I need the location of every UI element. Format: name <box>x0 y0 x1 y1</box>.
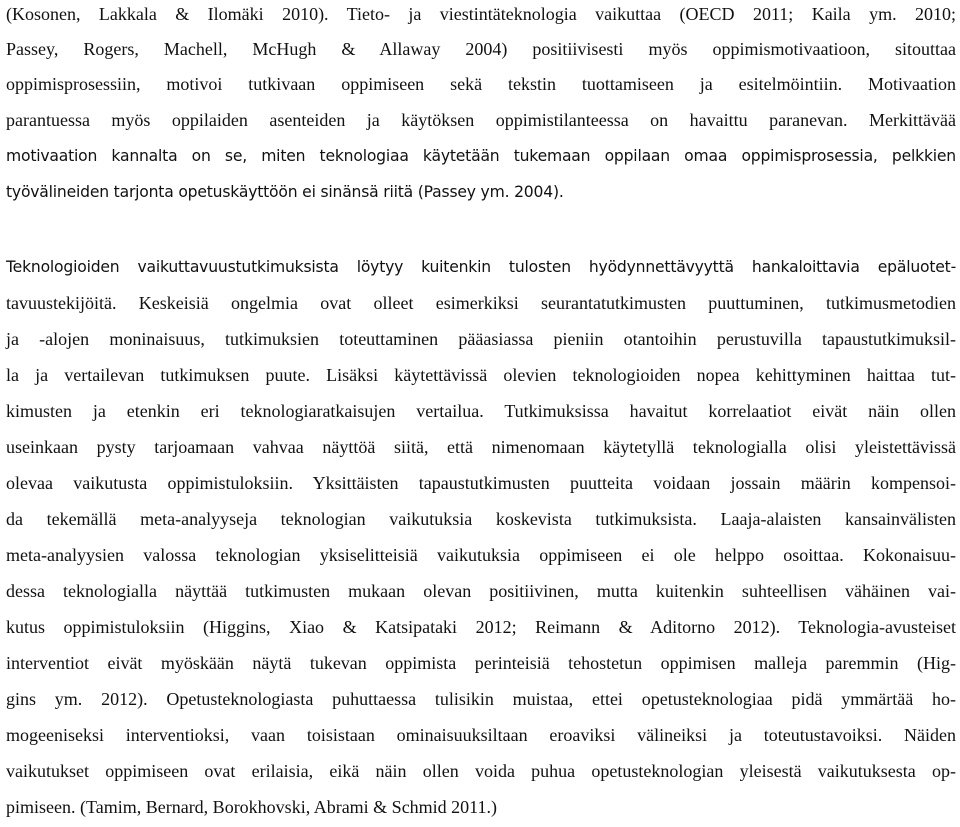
text-line: da tekemällä meta-analyyseja teknologian vaikutuksia koskevista tutkimuksista. Laaja-alaisten kansainvälisten <box>6 509 956 529</box>
text-line: vaikutukset oppimiseen ovat erilaisia, eikä näin ollen voida puhua opetusteknologian yleisestä vaikutuksesta op- <box>6 761 956 781</box>
text-line: kutus oppimistuloksiin (Higgins, Xiao & Katsipataki 2012; Reimann & Aditorno 2012). Teknologia-avusteiset <box>6 617 956 637</box>
text-line: kimusten ja etenkin eri teknologiaratkaisujen vertailua. Tutkimuksissa havaitut korrelaatiot eivät näin ollen <box>6 401 956 421</box>
text-line: oppimisprosessiin, motivoi tutkivaan oppimiseen sekä tekstin tuottamiseen ja esitelmöintiin. Motivaation <box>6 74 956 94</box>
text-line: mogeeniseksi interventioksi, vaan toisistaan ominaisuuksiltaan eroaviksi välineiksi ja toteutustavoiksi. Näiden <box>6 725 956 745</box>
text-line: la ja vertailevan tutkimuksen puute. Lisäksi käytettävissä olevien teknologioiden nopea kehittyminen haittaa tut- <box>6 365 956 385</box>
text-line: Passey, Rogers, Machell, McHugh & Allaway 2004) positiivisesti myös oppimismotivaatioon, sitouttaa <box>6 39 956 59</box>
text-line: ja -alojen moninaisuus, tutkimuksien toteuttaminen pääasiassa pieniin otantoihin perustuvilla tapaustutkimuksil- <box>6 329 956 349</box>
text-line: interventiot eivät myöskään näytä tukevan oppimista perinteisiä tehostetun oppimisen malleja paremmin (Hig- <box>6 653 956 673</box>
text-line: motivaation kannalta on se, miten teknologiaa käytetään tukemaan oppilaan omaa oppimisprosessia, pelkkien <box>6 147 956 165</box>
text-line: meta-analyysien valossa teknologian yksiselitteisiä vaikutuksia oppimiseen ei ole helppo osoittaa. Kokonaisuu- <box>6 545 956 565</box>
text-line: työvälineiden tarjonta opetuskäyttöön ei sinänsä riitä (Passey ym. 2004). <box>6 183 564 201</box>
text-line: Teknologioiden vaikuttavuustutkimuksista löytyy kuitenkin tulosten hyödynnettävyyttä hankaloittavia epäluotet- <box>6 258 956 276</box>
text-line: dessa teknologialla näyttää tutkimusten mukaan olevan positiivinen, mutta kuitenkin suhteellisen vähäinen vai- <box>6 581 956 601</box>
text-line: parantuessa myös oppilaiden asenteiden ja käytöksen oppimistilanteessa on havaittu paranevan. Merkittävää <box>6 110 956 130</box>
text-line: (Kosonen, Lakkala & Ilomäki 2010). Tieto- ja viestintäteknologia vaikuttaa (OECD 2011; Kaila ym. 2010; <box>6 4 956 24</box>
text-line: olevaa vaikutusta oppimistuloksiin. Yksittäisten tapaustutkimusten puutteita voidaan jossain määrin kompensoi- <box>6 473 956 493</box>
text-line: tavuustekijöitä. Keskeisiä ongelmia ovat olleet esimerkiksi seurantatutkimusten puuttuminen, tutkimusmetodien <box>6 293 956 313</box>
text-line: pimiseen. (Tamim, Bernard, Borokhovski, Abrami & Schmid 2011.) <box>6 797 498 817</box>
text-line: gins ym. 2012). Opetusteknologiasta puhuttaessa tulisikin muistaa, ettei opetusteknologiaa pidä ymmärtää ho- <box>6 689 956 709</box>
text-line: useinkaan pysty tarjoamaan vahvaa näyttöä siitä, että nimenomaan käytetyllä teknologialla olisi yleistettävissä <box>6 437 956 457</box>
